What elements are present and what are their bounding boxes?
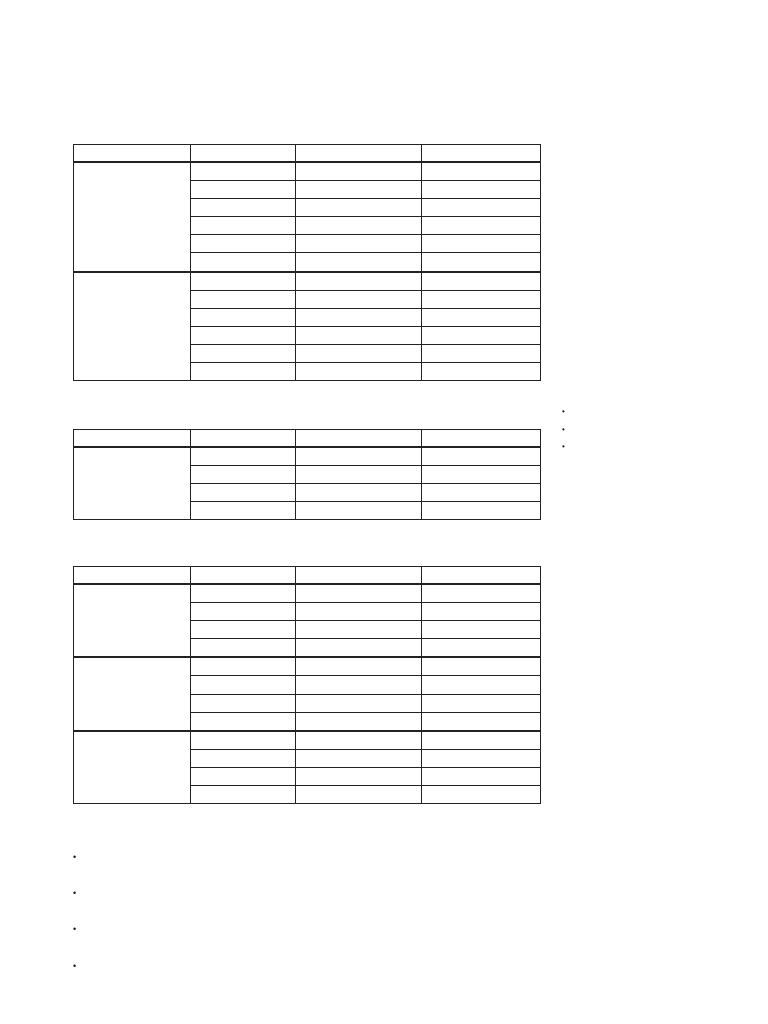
name-cell (191, 162, 296, 181)
name-cell (191, 466, 296, 484)
column-header (296, 567, 422, 585)
name-cell (191, 731, 296, 750)
column-header (422, 567, 541, 585)
formula-cell (296, 290, 422, 308)
formula-cell (296, 657, 422, 676)
name-cell (191, 326, 296, 344)
name-cell (191, 447, 296, 466)
chord-type-cell (74, 447, 191, 520)
chord-type-cell (74, 731, 191, 804)
formula-cell (296, 253, 422, 272)
column-header (296, 145, 422, 163)
name-cell (191, 308, 296, 326)
column-header (191, 567, 296, 585)
name-cell (191, 217, 296, 235)
recall-item (562, 422, 573, 440)
column-header (74, 567, 191, 585)
bullet-icon: • (73, 888, 77, 898)
chord-type-cell (74, 272, 191, 381)
column-header (74, 430, 191, 448)
example-cell (422, 749, 541, 767)
name-cell (191, 786, 296, 804)
example-cell (422, 786, 541, 804)
formula-cell (296, 621, 422, 639)
formula-cell (296, 584, 422, 603)
name-cell (191, 181, 296, 199)
name-cell (191, 712, 296, 731)
name-cell (191, 272, 296, 291)
example-cell (422, 466, 541, 484)
formula-cell (296, 712, 422, 731)
example-cell (422, 447, 541, 466)
table-header-row (74, 567, 541, 585)
column-header (191, 145, 296, 163)
example-cell (422, 326, 541, 344)
recall-extensions-list (562, 404, 573, 457)
formula-cell (296, 694, 422, 712)
chord-type-cell (74, 162, 191, 272)
formula-cell (296, 217, 422, 235)
formula-cell (296, 447, 422, 466)
column-header (191, 430, 296, 448)
name-cell (191, 694, 296, 712)
name-cell (191, 344, 296, 362)
formula-cell (296, 639, 422, 658)
example-cell (422, 502, 541, 520)
formula-cell (296, 181, 422, 199)
name-cell (191, 253, 296, 272)
example-cell (422, 621, 541, 639)
formula-cell (296, 484, 422, 502)
example-cell (422, 162, 541, 181)
example-cell (422, 676, 541, 694)
example-cell (422, 272, 541, 291)
formula-cell (296, 749, 422, 767)
formula-cell (296, 272, 422, 291)
formula-cell (296, 162, 422, 181)
table-row (74, 272, 541, 291)
formula-cell (296, 731, 422, 750)
table-header-row (74, 430, 541, 448)
formula-cell (296, 466, 422, 484)
name-cell (191, 199, 296, 217)
table-row (74, 731, 541, 750)
formula-cell (296, 767, 422, 785)
name-cell (191, 767, 296, 785)
name-cell (191, 290, 296, 308)
column-header (74, 145, 191, 163)
recall-item (562, 439, 573, 457)
example-cell (422, 639, 541, 658)
name-cell (191, 235, 296, 253)
example-cell (422, 235, 541, 253)
example-cell (422, 199, 541, 217)
table-row (74, 657, 541, 676)
formula-cell (296, 199, 422, 217)
table-row (74, 584, 541, 603)
example-cell (422, 731, 541, 750)
example-cell (422, 603, 541, 621)
example-cell (422, 584, 541, 603)
table-row (74, 162, 541, 181)
formula-cell (296, 363, 422, 381)
example-cell (422, 290, 541, 308)
example-cell (422, 767, 541, 785)
example-cell (422, 484, 541, 502)
example-cell (422, 712, 541, 731)
table-row (74, 447, 541, 466)
formula-cell (296, 676, 422, 694)
name-cell (191, 363, 296, 381)
example-cell (422, 363, 541, 381)
chord-type-cell (74, 584, 191, 657)
example-cell (422, 253, 541, 272)
name-cell (191, 584, 296, 603)
name-cell (191, 639, 296, 658)
formula-cell (296, 235, 422, 253)
bullet-icon: • (73, 961, 77, 971)
example-cell (422, 217, 541, 235)
chord-type-cell (74, 657, 191, 730)
column-header (422, 430, 541, 448)
seventh-extensions-table (73, 566, 541, 804)
example-cell (422, 657, 541, 676)
bullet-icon: • (73, 852, 77, 862)
example-cell (422, 694, 541, 712)
example-cell (422, 344, 541, 362)
name-cell (191, 502, 296, 520)
formula-cell (296, 502, 422, 520)
example-cell (422, 308, 541, 326)
name-cell (191, 603, 296, 621)
bullet-icon: • (73, 924, 77, 934)
triad-extensions-table (73, 429, 541, 520)
name-cell (191, 749, 296, 767)
recall-item (562, 404, 573, 422)
formula-cell (296, 308, 422, 326)
name-cell (191, 484, 296, 502)
formula-cell (296, 786, 422, 804)
formula-cell (296, 344, 422, 362)
name-cell (191, 676, 296, 694)
formula-cell (296, 326, 422, 344)
column-header (422, 145, 541, 163)
formula-cell (296, 603, 422, 621)
example-cell (422, 181, 541, 199)
column-header (296, 430, 422, 448)
name-cell (191, 657, 296, 676)
basic-chords-table (73, 144, 541, 381)
table-header-row (74, 145, 541, 163)
name-cell (191, 621, 296, 639)
